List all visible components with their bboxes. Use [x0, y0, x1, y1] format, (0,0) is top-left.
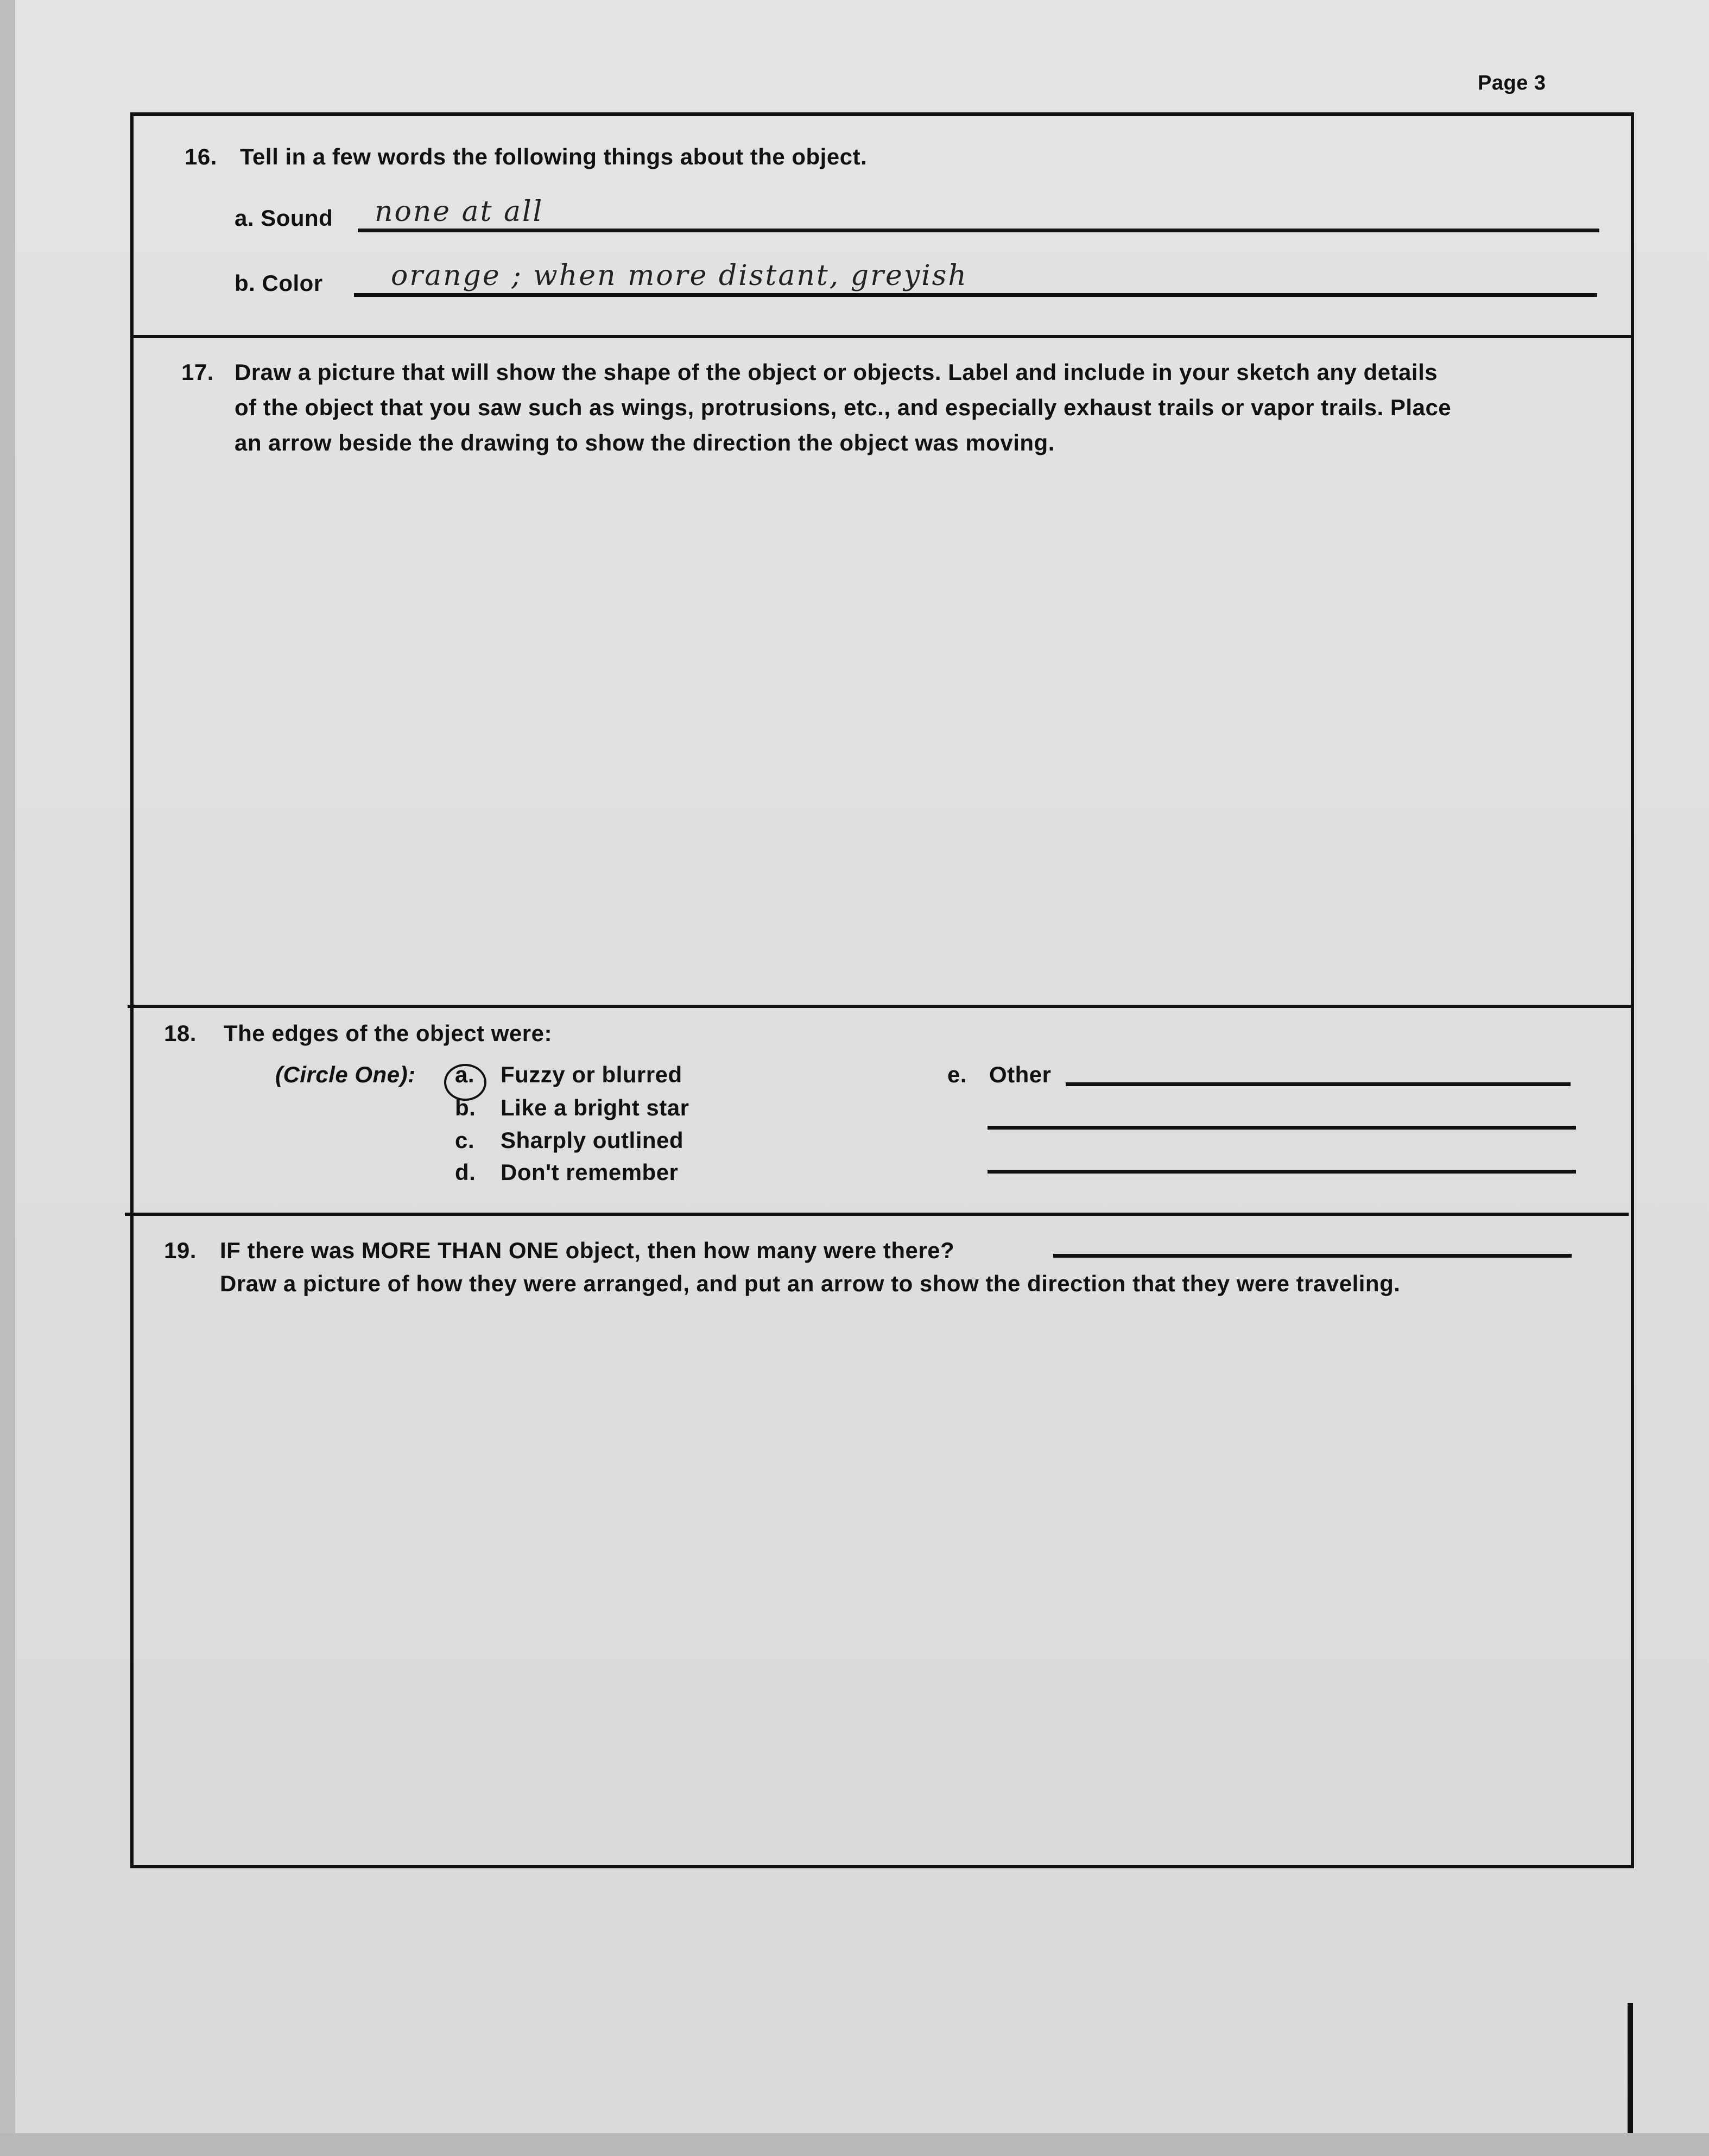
- option-e-letter: e.: [947, 1062, 967, 1087]
- q18-text: The edges of the object were:: [224, 1020, 552, 1046]
- q17-line-2: of the object that you saw such as wings, protrusions, etc., and especially exhaust trails or vapor trails. Place: [235, 395, 1452, 420]
- color-answer[interactable]: orange ; when more distant, greyish: [391, 259, 968, 292]
- divider-17-18: [128, 1005, 1631, 1008]
- color-field-line: [354, 293, 1597, 297]
- other-field-line-3[interactable]: [988, 1170, 1576, 1174]
- divider-18-19: [125, 1213, 1629, 1216]
- q16-number: 16.: [185, 144, 217, 169]
- option-c-letter[interactable]: c.: [455, 1127, 475, 1153]
- q19-line-2: Draw a picture of how they were arranged, and put an arrow to show the direction that they were traveling.: [220, 1271, 1401, 1296]
- option-a-label[interactable]: Fuzzy or blurred: [501, 1062, 682, 1087]
- page-number: Page 3: [1478, 72, 1546, 94]
- other-label: Other: [989, 1062, 1052, 1087]
- object-count-field-line[interactable]: [1053, 1254, 1572, 1258]
- divider-16-17: [130, 335, 1634, 338]
- q19-line-1: IF there was MORE THAN ONE object, then how many were there?: [220, 1238, 955, 1263]
- other-field-line-2[interactable]: [988, 1126, 1576, 1130]
- sketch-area-19[interactable]: [152, 1314, 1607, 1846]
- q17-line-1: Draw a picture that will show the shape of the object or objects. Label and include in your sketch any details: [235, 359, 1438, 385]
- q18-number: 18.: [164, 1020, 197, 1046]
- option-d-label[interactable]: Don't remember: [501, 1159, 679, 1185]
- option-d-letter[interactable]: d.: [455, 1159, 476, 1185]
- q19-number: 19.: [164, 1238, 197, 1263]
- option-c-label[interactable]: Sharply outlined: [501, 1127, 684, 1153]
- scan-edge-left: [0, 0, 15, 2156]
- sketch-area-17[interactable]: [163, 478, 1602, 993]
- circle-one-label: (Circle One):: [275, 1062, 416, 1087]
- sound-label: a. Sound: [235, 205, 333, 231]
- q17-number: 17.: [181, 359, 214, 385]
- sound-field-line: [358, 229, 1599, 232]
- option-b-label[interactable]: Like a bright star: [501, 1095, 689, 1120]
- option-a-letter[interactable]: a.: [455, 1062, 475, 1087]
- scan-edge-bottom: [0, 2133, 1709, 2156]
- option-b-letter[interactable]: b.: [455, 1095, 476, 1120]
- q17-line-3: an arrow beside the drawing to show the direction the object was moving.: [235, 430, 1055, 455]
- color-label: b. Color: [235, 270, 323, 296]
- other-field-line-1[interactable]: [1066, 1082, 1571, 1086]
- scan-artifact-mark: [1628, 2003, 1633, 2133]
- q16-text: Tell in a few words the following things about the object.: [240, 144, 868, 169]
- sound-answer[interactable]: none at all: [375, 195, 544, 228]
